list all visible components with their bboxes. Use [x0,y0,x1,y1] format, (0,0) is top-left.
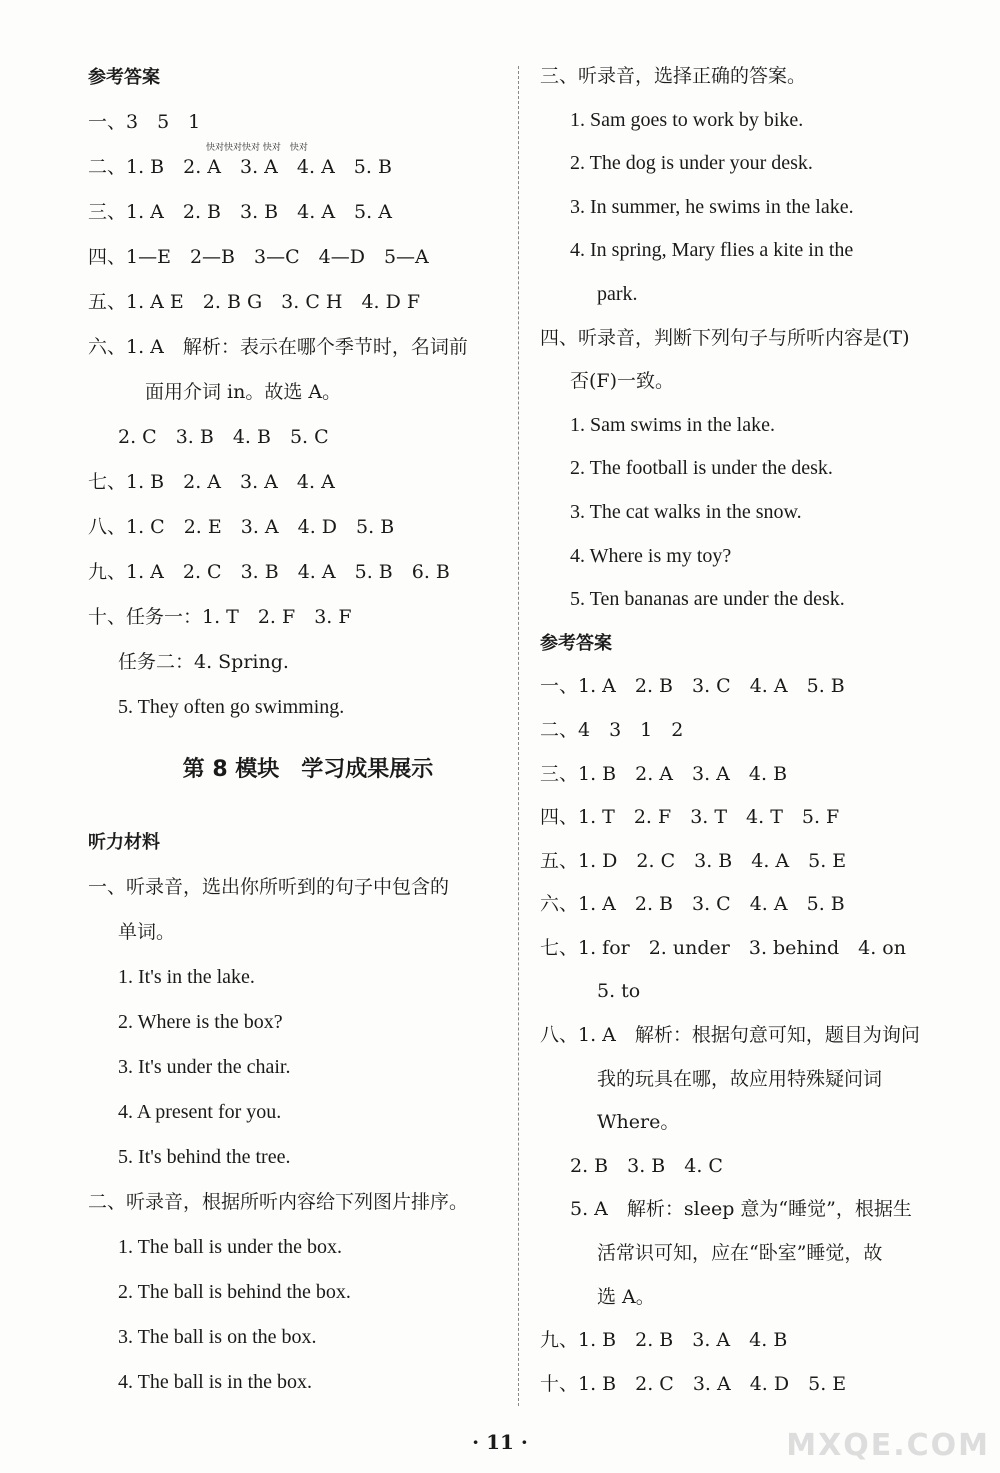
listening-line: 4. In spring, Mary flies a kite in the [570,239,854,262]
answers-title: 参考答案 [88,67,160,88]
answer-line: 活常识可知，应在“卧室”睡觉，故 [597,1242,883,1265]
right-column [540,55,960,1406]
answer-line: 八、1. A 解析：根据句意可知，题目为询问 [540,1024,920,1047]
answer-line: 八、1. C 2. E 3. A 4. D 5. B [88,516,395,538]
left-column [88,55,508,1405]
listening-line: 2. Where is the box? [118,1011,283,1033]
listening-line: 4. Where is my toy? [570,544,732,567]
listening-line: 5. It's behind the tree. [118,1146,291,1168]
answer-line: 我的玩具在哪，故应用特殊疑问词 [597,1067,883,1090]
listening-line: 1. Sam swims in the lake. [570,413,775,436]
answer-line: 九、1. B 2. B 3. A 4. B [540,1329,788,1352]
answer-line: 三、1. B 2. A 3. A 4. B [540,762,788,785]
listening-line: 四、听录音，判断下列句子与所听内容是(T) [540,326,910,349]
answer-line: 2. C 3. B 4. B 5. C [118,426,329,448]
page-number: · 11 · [472,1430,528,1454]
answer-line: 五、1. D 2. C 3. B 4. A 5. E [540,849,847,872]
answer-line: 一、1. A 2. B 3. C 4. A 5. B [540,675,845,698]
listening-line: 2. The ball is behind the box. [118,1281,351,1303]
answers-title: 参考答案 [540,632,612,654]
watermark: MXQE.COM [786,1428,990,1463]
answer-line: 面用介词 in。故选 A。 [145,381,342,403]
answer-line: 任务二：4. Spring. [118,651,289,673]
listening-line: 4. A present for you. [118,1101,282,1123]
listening-line: 2. The football is under the desk. [570,457,833,480]
answer-line: 选 A。 [597,1285,655,1308]
listening-line: 5. Ten bananas are under the desk. [570,588,845,611]
answer-line: 三、1. A 2. B 3. B 4. A 5. A [88,201,392,223]
listening-line: 否(F)一致。 [570,370,675,393]
answer-line: 四、1. T 2. F 3. T 4. T 5. F [540,806,840,829]
answer-line: 十、1. B 2. C 3. A 4. D 5. E [540,1372,847,1395]
answer-line: 九、1. A 2. C 3. B 4. A 5. B 6. B [88,561,450,583]
listening-line: 2. The dog is under your desk. [570,152,813,175]
listening-line: 三、听录音，选择正确的答案。 [540,65,807,87]
answer-line: 5. They often go swimming. [118,696,345,718]
answer-line: 5. A 解析：sleep 意为“睡觉”，根据生 [570,1198,912,1221]
listening-line: 1. Sam goes to work by bike. [570,108,804,131]
scribble-mark: 快对快对快对 快对 快对 [206,143,308,153]
answer-line: 十、任务一：1. T 2. F 3. F [88,606,352,628]
listening-line: 3. The cat walks in the snow. [570,500,802,523]
answer-line: 四、1—E 2—B 3—C 4—D 5—A [88,246,429,268]
answer-line: Where。 [597,1111,680,1134]
listening-line: 二、听录音，根据所听内容给下列图片排序。 [88,1191,469,1213]
answer-line: 一、3 5 1 [88,111,201,133]
listening-line: 3. It's under the chair. [118,1056,291,1078]
answer-line: 七、1. B 2. A 3. A 4. A [88,471,335,493]
answer-line: 5. to [597,980,641,1003]
listening-line: 一、听录音，选出你所听到的句子中包含的 [88,876,450,898]
answer-line: 二、1. B 2. A 3. A 4. A 5. B 快对快对快对 快对 快对 [88,143,392,178]
listening-line: 3. The ball is on the box. [118,1326,317,1348]
listening-line: park. [597,282,638,305]
listening-line: 单词。 [118,921,176,943]
answer-line: 七、1. for 2. under 3. behind 4. on [540,936,906,959]
listening-title: 听力材料 [88,832,160,853]
answer-line: 六、1. A 2. B 3. C 4. A 5. B [540,893,845,916]
column-divider [518,66,519,1406]
answer-line: 六、1. A 解析：表示在哪个季节时，名词前 [88,336,468,358]
listening-line: 1. It's in the lake. [118,966,255,988]
listening-line: 4. The ball is in the box. [118,1371,313,1393]
module-title: 第 8 模块 学习成果展示 [182,757,434,782]
answer-line: 五、1. A E 2. B G 3. C H 4. D F [88,291,421,313]
answer-line: 二、4 3 1 2 [540,718,684,741]
listening-line: 3. In summer, he swims in the lake. [570,195,854,218]
answer-line: 2. B 3. B 4. C [570,1154,723,1177]
listening-line: 1. The ball is under the box. [118,1236,343,1258]
